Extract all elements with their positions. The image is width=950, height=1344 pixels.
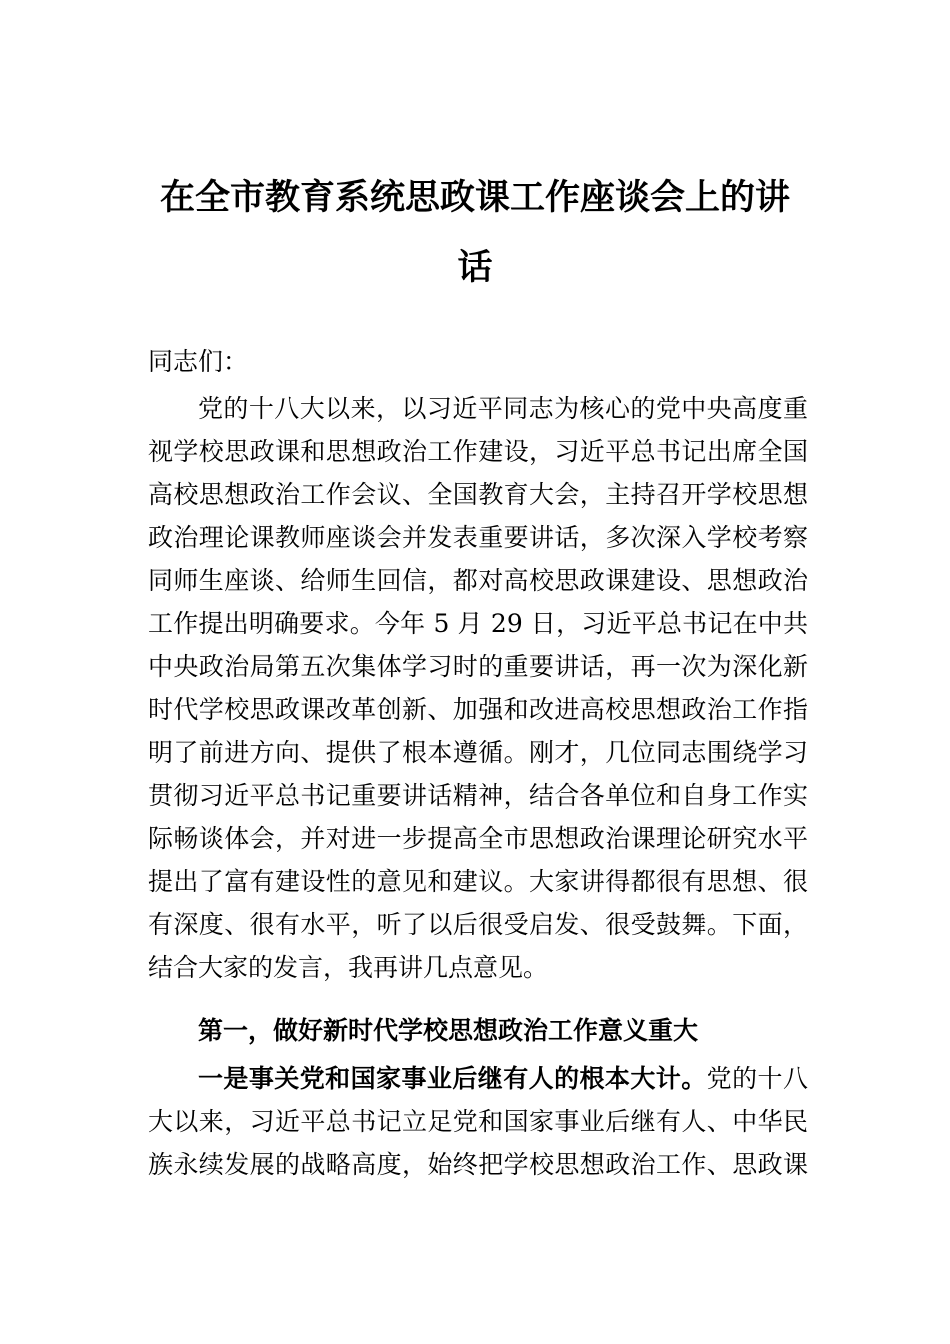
document-title-line-2: 话 <box>457 247 493 288</box>
body-line: 族永续发展的战略高度，始终把学校思想政治工作、思政课 <box>148 1150 808 1179</box>
salutation: 同志们： <box>148 347 249 376</box>
body-line: 工作提出明确要求。今年 5 月 29 日，习近平总书记在中共 <box>148 609 808 638</box>
point-lead-rest: 党的十八 <box>706 1064 808 1093</box>
body-line: 高校思想政治工作会议、全国教育大会，主持召开学校思想 <box>148 480 808 509</box>
body-line: 大以来，习近平总书记立足党和国家事业后继有人、中华民 <box>148 1107 808 1136</box>
document-title-line-1: 在全市教育系统思政课工作座谈会上的讲 <box>159 177 790 218</box>
point-lead: 一是事关党和国家事业后继有人的根本大计。 <box>198 1064 707 1093</box>
body-line: 政治理论课教师座谈会并发表重要讲话，多次深入学校考察 <box>148 523 808 552</box>
body-line: 同师生座谈、给师生回信，都对高校思政课建设、思想政治 <box>148 566 808 595</box>
body-line: 提出了富有建设性的意见和建议。大家讲得都很有思想、很 <box>148 867 808 896</box>
body-line: 有深度、很有水平，听了以后很受启发、很受鼓舞。下面， <box>148 910 808 939</box>
section-heading: 第一，做好新时代学校思想政治工作意义重大 <box>198 1016 699 1045</box>
body-line: 明了前进方向、提供了根本遵循。刚才，几位同志围绕学习 <box>148 738 808 767</box>
body-line: 中央政治局第五次集体学习时的重要讲话，再一次为深化新 <box>148 652 808 681</box>
body-line: 结合大家的发言，我再讲几点意见。 <box>148 953 549 982</box>
body-line: 际畅谈体会，并对进一步提高全市思想政治课理论研究水平 <box>148 824 808 853</box>
point-line <box>198 1059 808 1099</box>
body-line: 贯彻习近平总书记重要讲话精神，结合各单位和自身工作实 <box>148 781 808 810</box>
body-line: 视学校思政课和思想政治工作建设，习近平总书记出席全国 <box>148 437 808 466</box>
body-line: 党的十八大以来，以习近平同志为核心的党中央高度重 <box>198 394 808 423</box>
body-line: 时代学校思政课改革创新、加强和改进高校思想政治工作指 <box>148 695 808 724</box>
